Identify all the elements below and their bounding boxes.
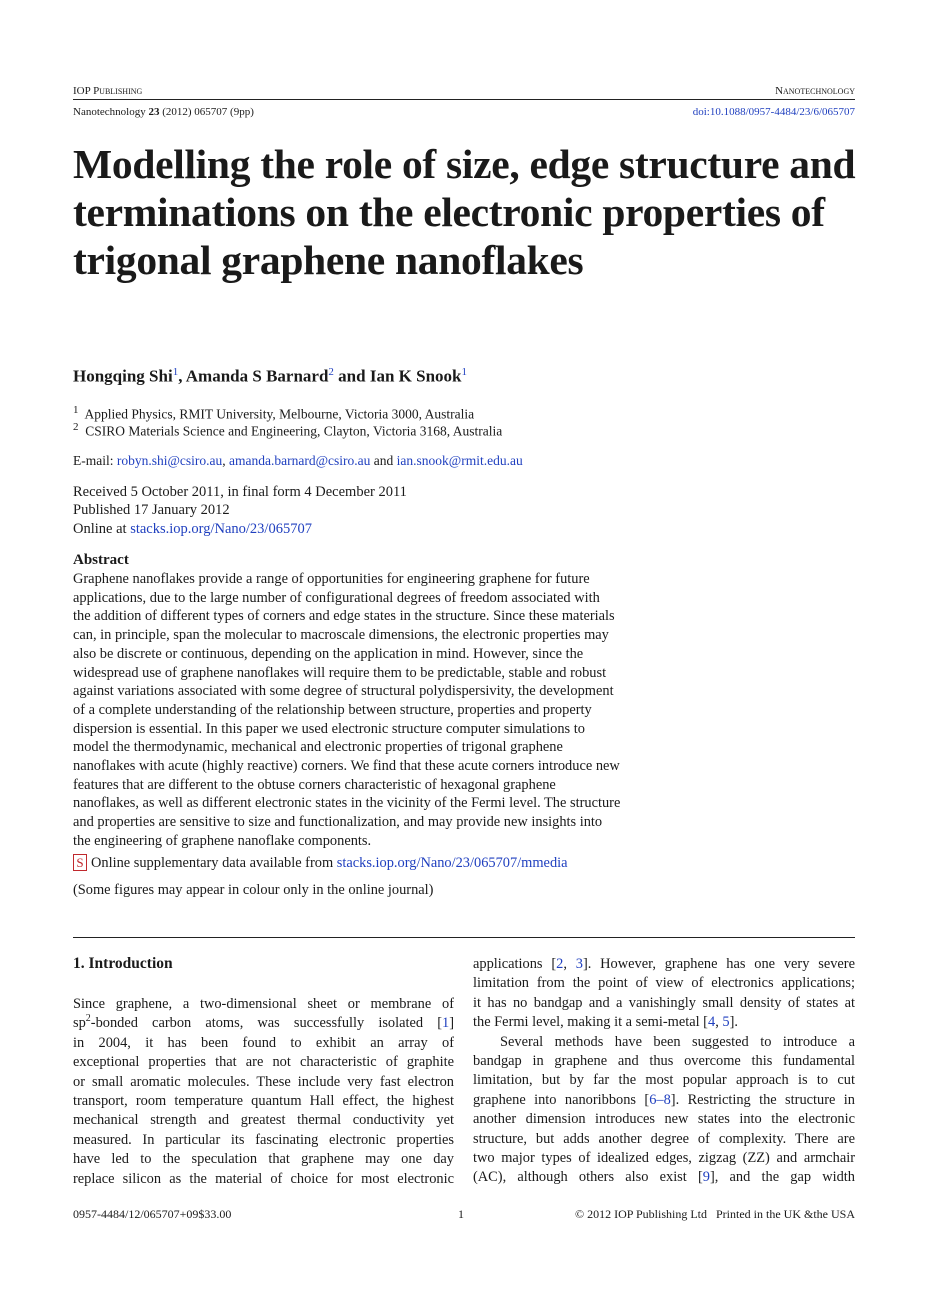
citation-volume: 23 (148, 106, 160, 118)
abstract-line: of a complete understanding of the relationship between structure, properties and property (73, 701, 592, 718)
abstract-line: model the thermodynamic, mechanical and electronic properties of trigonal graphene (73, 739, 563, 756)
published-date: Published 17 January 2012 (73, 502, 230, 518)
author-affiliation-mark[interactable]: 2 (328, 366, 334, 378)
supplementary-link[interactable]: stacks.iop.org/Nano/23/065707/mmedia (336, 855, 568, 871)
body-line: two major types of idealized edges, zigzag (ZZ) and armchair (473, 1149, 855, 1166)
page-number: 1 (458, 1207, 464, 1221)
body-line: the Fermi level, making it a semi-metal [4, 5]. (473, 1014, 738, 1031)
abstract-line: the addition of different types of corners and edge states in the structure. Since these materials (73, 608, 615, 625)
email-line (73, 453, 523, 469)
citation-link[interactable]: 9 (702, 1169, 710, 1186)
abstract-line: also be discrete or continuous, depending on the application in mind. However, since the (73, 645, 584, 662)
doi-link[interactable]: doi:10.1088/0957-4484/23/6/065707 (692, 106, 855, 118)
email-separator: and (370, 453, 397, 468)
supplementary-icon[interactable]: S (73, 854, 87, 871)
body-line: Several methods have been suggested to introduce a (500, 1033, 855, 1050)
body-line: another dimension introduces new states into the electronic (473, 1111, 855, 1128)
online-label: Online at (73, 521, 131, 537)
right-column (473, 955, 855, 1188)
section-heading: 1. Introduction (73, 955, 173, 972)
supplementary-text: Online supplementary data available from (91, 855, 337, 871)
abstract-heading: Abstract (73, 552, 129, 568)
body-line: transport, room temperature quantum Hall effect, the highest (73, 1092, 454, 1109)
email-link-snook[interactable]: ian.snook@rmit.edu.au (396, 453, 523, 468)
header-rule (73, 99, 855, 100)
footer-copyright: © 2012 IOP Publishing Ltd Printed in the UK &the USA (574, 1207, 855, 1221)
author-list (73, 366, 467, 387)
body-line: (AC), although others also exist [9], and the gap width (473, 1169, 855, 1186)
body-line: in 2004, it has been found to exhibit an array of (73, 1034, 454, 1051)
abstract-line: features that are different to the obtuse corners characteristic of hexagonal graphene (73, 776, 556, 793)
body-line: $sp^2$-bonded carbon atoms, was successfully isolated [1] (73, 1014, 454, 1032)
body-line: or small aromatic molecules. These include very fast electron (73, 1073, 454, 1090)
section-rule (73, 937, 855, 938)
citation-link[interactable]: 3 (575, 956, 583, 972)
publisher-label: IOP Publishing (73, 85, 143, 97)
citation (73, 106, 254, 118)
email-link-shi[interactable]: robyn.shi@csiro.au (116, 453, 223, 468)
email-separator: , (222, 453, 230, 468)
citation-link[interactable]: 5 (722, 1014, 730, 1031)
citation-link[interactable]: 1 (442, 1015, 450, 1032)
email-label: E-mail: (73, 453, 117, 468)
abstract-line: the engineering of graphene nanoflake components. (73, 832, 372, 849)
abstract-line: Graphene nanoflakes provide a range of opportunities for engineering graphene for future (73, 571, 590, 587)
abstract-body (73, 570, 665, 851)
journal-label: Nanotechnology (775, 85, 855, 97)
author-name: Ian K Snook (369, 366, 462, 386)
body-line: exceptional properties that are not characteristic of graphite (73, 1054, 454, 1071)
body-line: measured. In particular its fascinating electronic properties (73, 1131, 454, 1148)
citation-rest: (2012) 065707 (9pp) (159, 106, 254, 118)
footer-issn: 0957-4484/12/065707+09$33.00 (73, 1207, 232, 1221)
abstract-line: against variations associated with some degree of structural polydispersivity, the development (73, 683, 614, 700)
body-line: replace silicon as the material of choice for most electronic (73, 1170, 454, 1187)
citation-journal: Nanotechnology (73, 106, 149, 118)
author-separator: and (333, 366, 370, 386)
author-name: Amanda S Barnard (185, 366, 329, 386)
abstract-line: can, in principle, span the molecular to macroscale dimensions, the electronic properties may (73, 627, 609, 644)
author-affiliation-mark[interactable]: 1 (461, 366, 467, 378)
body-line: structure, but adds another degree of complexity. There are (473, 1130, 855, 1147)
colour-note: (Some figures may appear in colour only in the online journal) (73, 882, 434, 898)
affiliation-text: Applied Physics, RMIT University, Melbourne, Victoria 3000, Australia (84, 406, 475, 422)
body-line: Since graphene, a two-dimensional sheet or membrane of (73, 996, 454, 1012)
online-at (73, 520, 312, 539)
author-affiliation-mark[interactable]: 1 (172, 366, 179, 378)
author-name: Hongqing Shi (73, 366, 173, 386)
paper-title: Modelling the role of size, edge structure and terminations on the electronic properties of trigonal graphene nanoflakes (73, 141, 856, 283)
body-line: limitation, but by far the most popular approach is to cut (473, 1072, 855, 1089)
abstract-line: nanoflakes, as well as different electronic states in the vicinity of the Fermi level. The structure (73, 795, 621, 812)
citation-link[interactable]: 4 (707, 1014, 716, 1031)
supplementary-line (73, 854, 568, 872)
received-date: Received 5 October 2011, in final form 4 December 2011 (73, 484, 407, 500)
author-separator: , (178, 366, 186, 386)
body-line: have led to the speculation that graphene may one day (73, 1151, 454, 1168)
body-line: bandgap in graphene and thus overcome this fundamental (473, 1052, 855, 1069)
abstract-line: widespread use of graphene nanoflakes will require them to be predictable, stable and robust (73, 664, 607, 681)
affiliation-text: CSIRO Materials Science and Engineering, Clayton, Victoria 3168, Australia (85, 423, 503, 439)
abstract-line: dispersion is essential. In this paper we used electronic structure computer simulations to (73, 720, 585, 737)
body-line: mechanical strength and greatest thermal conductivity yet (73, 1112, 454, 1129)
online-url-link[interactable]: stacks.iop.org/Nano/23/065707 (130, 521, 312, 537)
body-line: it has no bandgap and a vanishingly small density of states at (473, 994, 855, 1011)
affiliation-number: 1 (73, 404, 79, 416)
abstract-line: applications, due to the large number of configurational degrees of freedom associated with (73, 589, 600, 606)
left-column (73, 995, 454, 1189)
abstract-line: and properties are sensitive to size and functionalization, and may provide new insights into (73, 814, 603, 831)
body-line: graphene into nanoribbons [6–8]. Restricting the structure in (473, 1091, 855, 1108)
abstract-line: nanoflakes with acute (highly reactive) corners. We find that these acute corners introduce new (73, 758, 620, 775)
body-line: limitation from the point of view of electronics applications; (473, 975, 855, 992)
affiliation-2 (73, 419, 502, 440)
email-link-barnard[interactable]: amanda.barnard@csiro.au (229, 453, 371, 468)
affiliation-number: 2 (73, 421, 79, 433)
citation-link[interactable]: 2 (556, 956, 564, 972)
body-line: applications [2, 3]. However, graphene has one very severe (473, 956, 855, 972)
citation-link[interactable]: 6–8 (649, 1091, 671, 1108)
